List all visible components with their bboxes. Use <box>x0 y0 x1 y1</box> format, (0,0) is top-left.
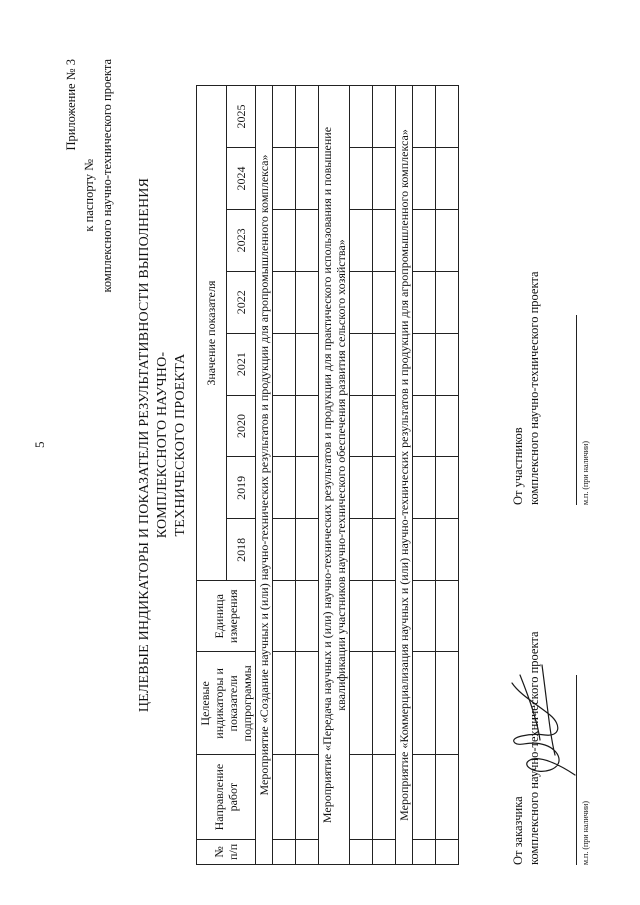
customer-stamp-note: м.п. (при наличии) <box>581 801 590 865</box>
project-ref: комплексного научно-технического проекта <box>100 59 114 293</box>
participants-project-label: комплексного научно-технического проекта <box>527 271 541 505</box>
year-cell: 2024 <box>226 148 256 210</box>
title-line-2: ТЕХНИЧЕСКОГО ПРОЕКТА <box>173 353 188 537</box>
customer-label: От заказчика <box>511 796 525 865</box>
event-row <box>319 86 350 865</box>
header-indicators: Целевые индикаторы и показатели подпрограммы <box>197 652 256 755</box>
document-title <box>136 125 190 765</box>
appendix-number: Приложение № 3 <box>64 59 78 151</box>
year-cell: 2022 <box>226 271 256 333</box>
event-row <box>396 86 413 865</box>
year-cell: 2025 <box>226 86 256 148</box>
participants-stamp-note: м.п. (при наличии) <box>581 441 590 505</box>
year-cell: 2018 <box>226 519 256 581</box>
table-row <box>413 86 436 865</box>
header-value: Значение показателя <box>197 86 227 581</box>
landscape-content <box>0 15 610 885</box>
year-cell: 2021 <box>226 333 256 395</box>
table-row <box>273 86 296 865</box>
handwritten-signature <box>490 655 590 795</box>
title-line-1: ЦЕЛЕВЫЕ ИНДИКАТОРЫ И ПОКАЗАТЕЛИ РЕЗУЛЬТАТИВНОСТИ ВЫПОЛНЕНИЯ КОМПЛЕКСНОГО НАУЧНО- <box>137 177 170 713</box>
event-title: Мероприятие «Коммерциализация научных и (или) научно-технических результатов и продукции для агропромышленного комплекса» <box>396 86 413 865</box>
participants-label: От участников <box>511 427 525 505</box>
customer-project-label: комплексного научно-технического проекта <box>527 631 541 865</box>
table-row <box>436 86 459 865</box>
event-row <box>256 86 273 865</box>
passport-ref: к паспорту № <box>82 159 96 232</box>
header-unit: Единица измерения <box>197 581 256 652</box>
page-number: 5 <box>32 441 47 448</box>
event-title: Мероприятие «Создание научных и (или) научно-технических результатов и продукции для агропромышленного комплекса» <box>256 86 273 865</box>
indicators-table <box>196 85 459 865</box>
participants-signature-block <box>510 245 590 505</box>
table-row <box>350 86 373 865</box>
event-title: Мероприятие «Передача научных и (или) научно-технических результатов и продукции для практического использования и повышение квалификации участников научно-технического обеспечения развития сельского хозяйства» <box>319 86 350 865</box>
participants-signature-line <box>576 315 577 505</box>
header-direction: Направление работ <box>197 755 256 839</box>
table-row <box>296 86 319 865</box>
header-row-1 <box>197 86 227 865</box>
appendix-block <box>62 59 122 379</box>
table-row <box>373 86 396 865</box>
year-cell: 2019 <box>226 457 256 519</box>
year-cell: 2023 <box>226 209 256 271</box>
year-cell: 2020 <box>226 395 256 457</box>
header-num: № п/п <box>197 839 256 864</box>
